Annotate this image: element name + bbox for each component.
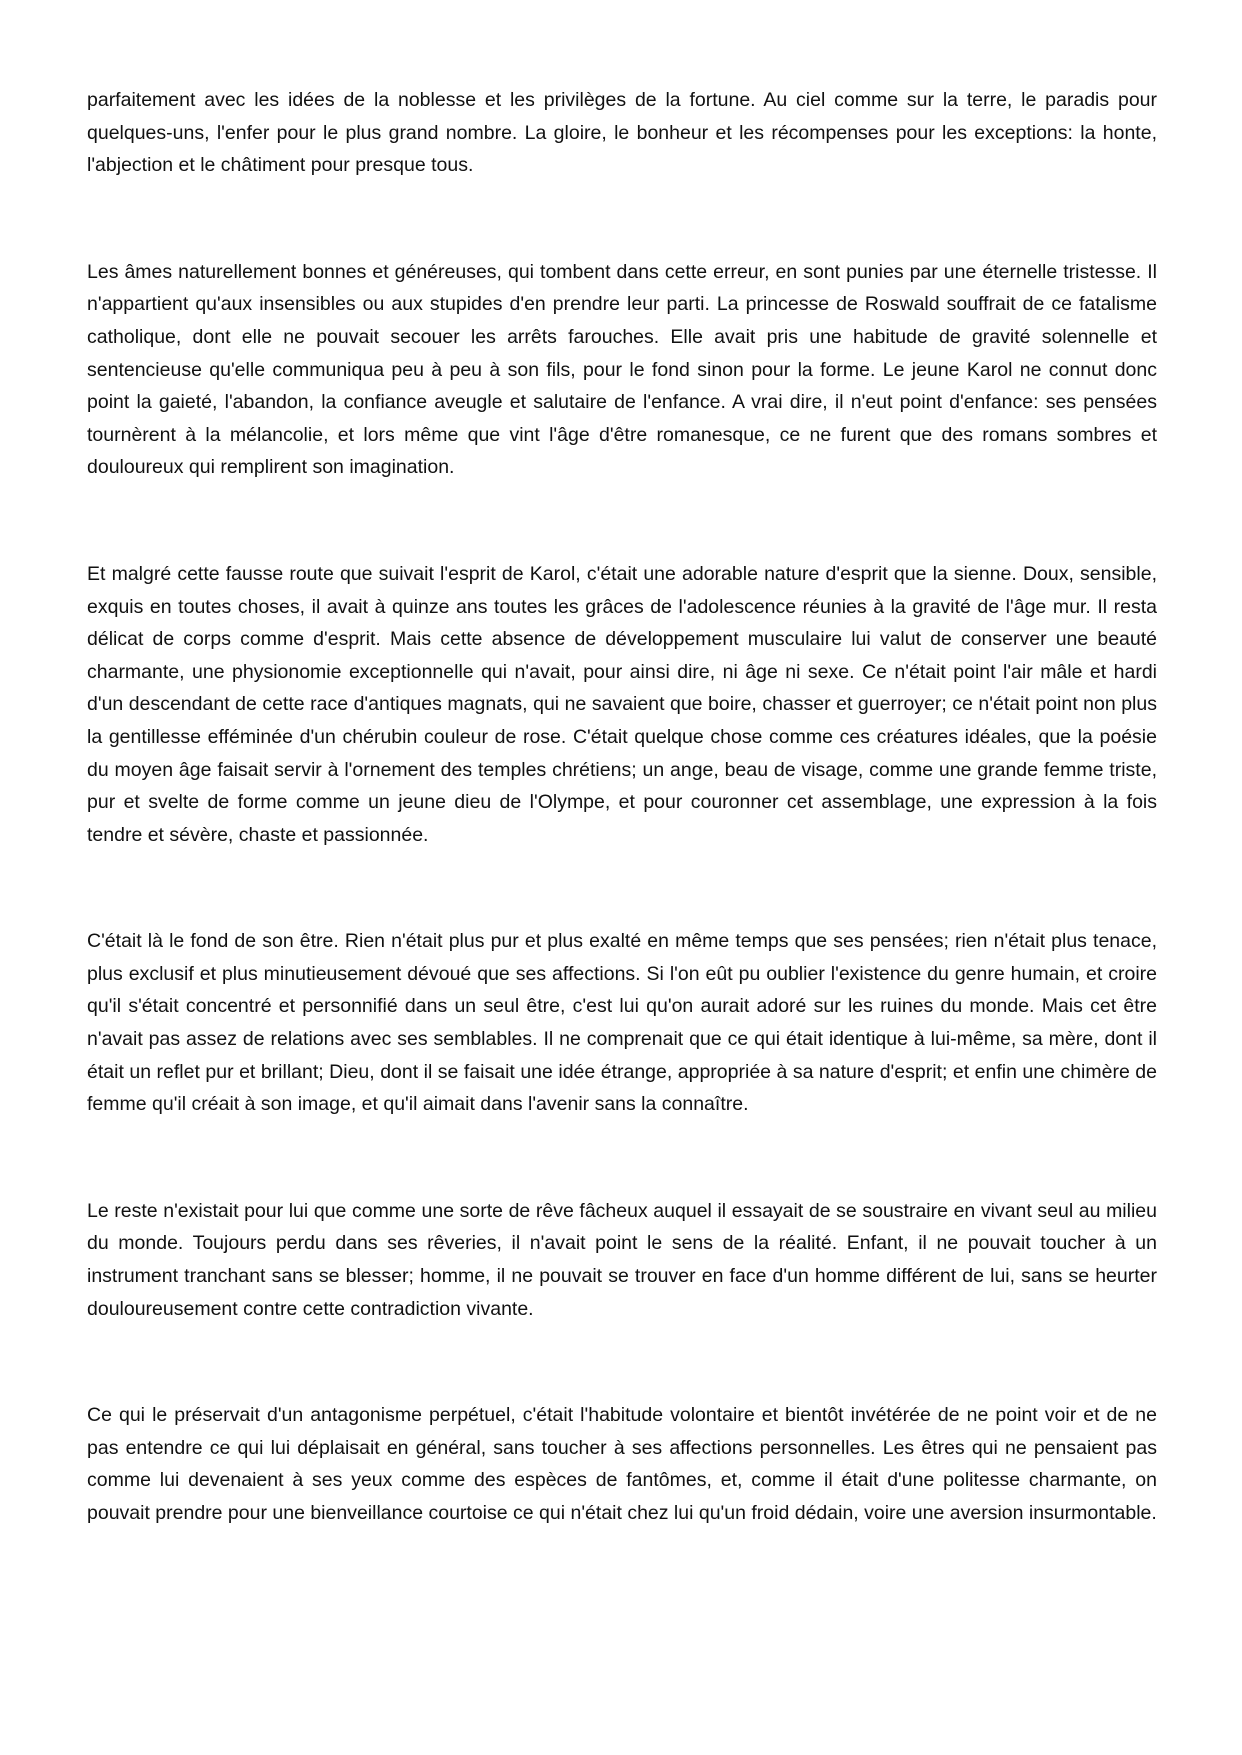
paragraph-5: Le reste n'existait pour lui que comme une sorte de rêve fâcheux auquel il essayait de se soustraire en vivant seul au milieu du monde. Toujours perdu dans ses rêveries, il n'avait point le sens de la réalité. Enfant, il ne pouvait toucher à un instrument tranchant sans se blesser; homme, il ne pouvait se trouver en face d'un homme différent de lui, sans se heurter douloureusement contre cette contradiction vivante. (87, 1199, 1157, 1320)
paragraph-1: parfaitement avec les idées de la noblesse et les privilèges de la fortune. Au ciel comme sur la terre, le paradis pour quelques-uns, l'enfer pour le plus grand nombre. La gloire, le bonheur et les récompenses pour les exceptions: la honte, l'abjection et le châtiment pour presque tous. (87, 89, 1157, 177)
paragraph-2: Les âmes naturellement bonnes et généreuses, qui tombent dans cette erreur, en sont punies par une éternelle tristesse. Il n'appartient qu'aux insensibles ou aux stupides d'en prendre leur parti. La princesse de Roswald souffrait de ce fatalisme catholique, dont elle ne pouvait secouer les arrêts farouches. Elle avait pris une habitude de gravité solennelle et sentencieuse qu'elle communiqua peu à peu à son fils, pour le fond sinon pour la forme. Le jeune Karol ne connut donc point la gaieté, l'abandon, la confiance aveugle et salutaire de l'enfance. A vrai dire, il n'eut point d'enfance: ses pensées tournèrent à la mélancolie, et lors même que vint l'âge d'être romanesque, ce ne furent que des romans sombres et douloureux qui remplirent son imagination. (87, 260, 1157, 479)
paragraph-6: Ce qui le préservait d'un antagonisme perpétuel, c'était l'habitude volontaire et bientôt invétérée de ne point voir et de ne pas entendre ce qui lui déplaisait en général, sans toucher à ses affections personnelles. Les êtres qui ne pensaient pas comme lui devenaient à ses yeux comme des espèces de fantômes, et, comme il était d'une politesse charmante, on pouvait prendre pour une bienveillance courtoise ce qui n'était chez lui qu'un froid dédain, voire une aversion insurmontable. (87, 1404, 1157, 1524)
paragraph-4: C'était là le fond de son être. Rien n'était plus pur et plus exalté en même temps que ses pensées; rien n'était plus tenace, plus exclusif et plus minutieusement dévoué que ses affections. Si l'on eût pu oublier l'existence du genre humain, et croire qu'il s'était concentré et personnifié dans un seul être, c'est lui qu'on aurait adoré sur les ruines du monde. Mais cet être n'avait pas assez de relations avec ses semblables. Il ne comprenait que ce qui était identique à lui-même, sa mère, dont il était un reflet pur et brillant; Dieu, dont il se faisait une idée étrange, appropriée à sa nature d'esprit; et enfin une chimère de femme qu'il créait à son image, et qu'il aimait dans l'avenir sans la connaître. (87, 930, 1157, 1116)
paragraph-3: Et malgré cette fausse route que suivait l'esprit de Karol, c'était une adorable nature d'esprit que la sienne. Doux, sensible, exquis en toutes choses, il avait à quinze ans toutes les grâces de l'adolescence réunies à la gravité de l'âge mur. Il resta délicat de corps comme d'esprit. Mais cette absence de développement musculaire lui valut de conserver une beauté charmante, une physionomie exceptionnelle qui n'avait, pour ainsi dire, ni âge ni sexe. Ce n'était point l'air mâle et hardi d'un descendant de cette race d'antiques magnats, qui ne savaient que boire, chasser et guerroyer; ce n'était point non plus la gentillesse efféminée d'un chérubin couleur de rose. C'était quelque chose comme ces créatures idéales, que la poésie du moyen âge faisait servir à l'ornement des temples chrétiens; un ange, beau de visage, comme une grande femme triste, pur et svelte de forme comme un jeune dieu de l'Olympe, et pour couronner cet assemblage, une expression à la fois tendre et sévère, chaste et passionnée. (87, 562, 1157, 846)
document-page (87, 84, 1157, 1530)
